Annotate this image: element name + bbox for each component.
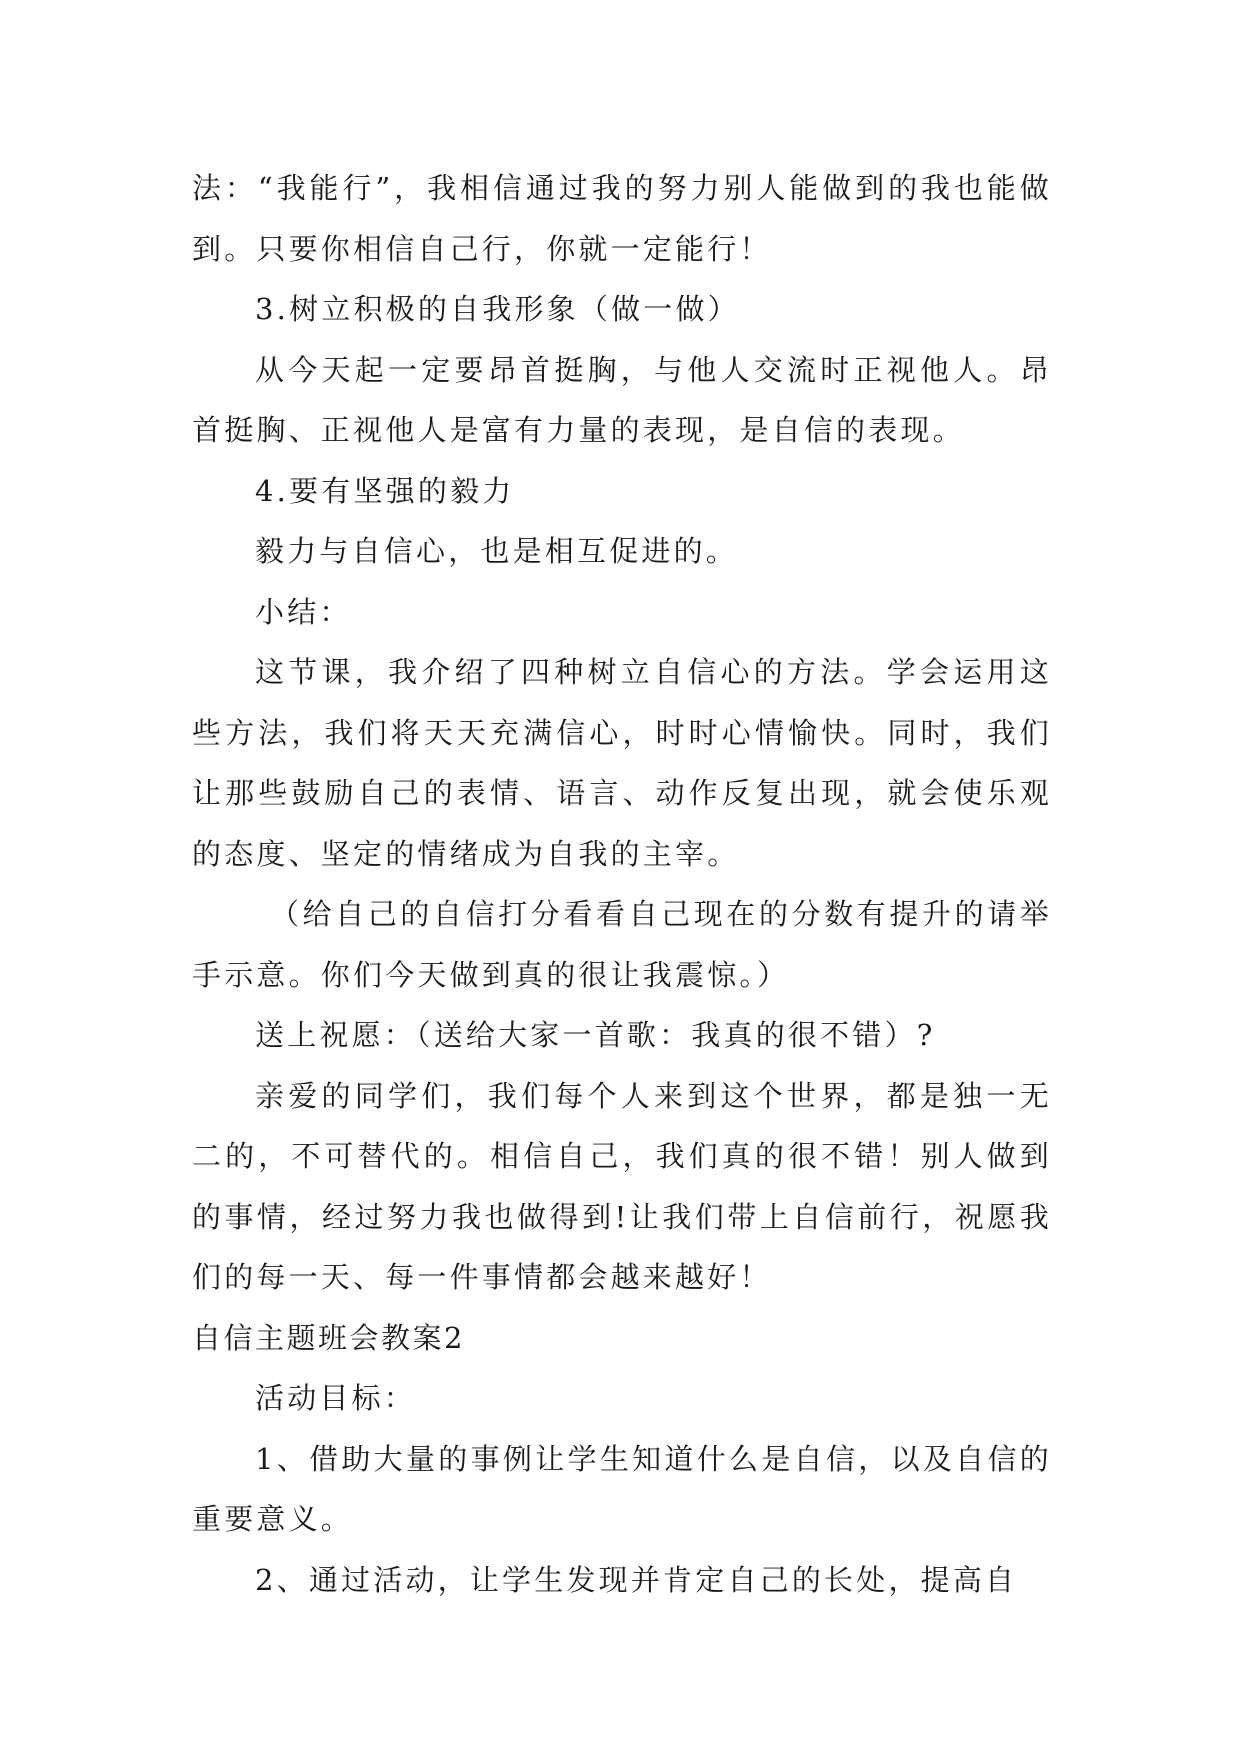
paragraph-objective-1: 1、借助大量的事例让学生知道什么是自信，以及自信的重要意义。 [192, 1441, 1052, 1536]
paragraph-objective-2: 2、通过活动，让学生发现并肯定自己的长处，提高自 [255, 1562, 1018, 1597]
document-body [192, 158, 1052, 1610]
paragraph-continuation: 法：“我能行”，我相信通过我的努力别人能做到的我也能做到。只要你相信自己行，你就一定能行！ [192, 171, 1052, 266]
paragraph-item-3-heading: 3.树立积极的自我形象（做一做） [255, 292, 740, 326]
paragraph-summary-label: 小结： [255, 594, 352, 629]
paragraph-objectives-label: 活动目标： [255, 1381, 417, 1415]
paragraph-summary-body: 这节课，我介绍了四种树立自信心的方法。学会运用这些方法，我们将天天充满信心，时时心情愉快。同时，我们让那些鼓励自己的表情、语言、动作反复出现，就会使乐观的态度、坚定的情绪成为自我的主宰。 [192, 655, 1052, 871]
paragraph-item-4-body: 毅力与自信心，也是相互促进的。 [255, 534, 739, 568]
paragraph-score-note: （给自己的自信打分看看自己现在的分数有提升的请举手示意。你们今天做到真的很让我震惊。） [192, 897, 1052, 992]
paragraph-item-4-heading: 4.要有坚强的毅力 [255, 473, 515, 508]
paragraph-closing: 亲爱的同学们，我们每个人来到这个世界，都是独一无二的，不可替代的。相信自己，我们真的很不错！别人做到的事情，经过努力我也做得到!让我们带上自信前行，祝愿我们的每一天、每一件事情都会越来越好！ [192, 1078, 1052, 1294]
section-heading: 自信主题班会教案2 [192, 1320, 465, 1355]
paragraph-item-3-body: 从今天起一定要昂首挺胸，与他人交流时正视他人。昂首挺胸、正视他人是富有力量的表现，是自信的表现。 [192, 352, 1052, 447]
paragraph-wishes: 送上祝愿：（送给大家一首歌：我真的很不错）? [255, 1018, 936, 1052]
